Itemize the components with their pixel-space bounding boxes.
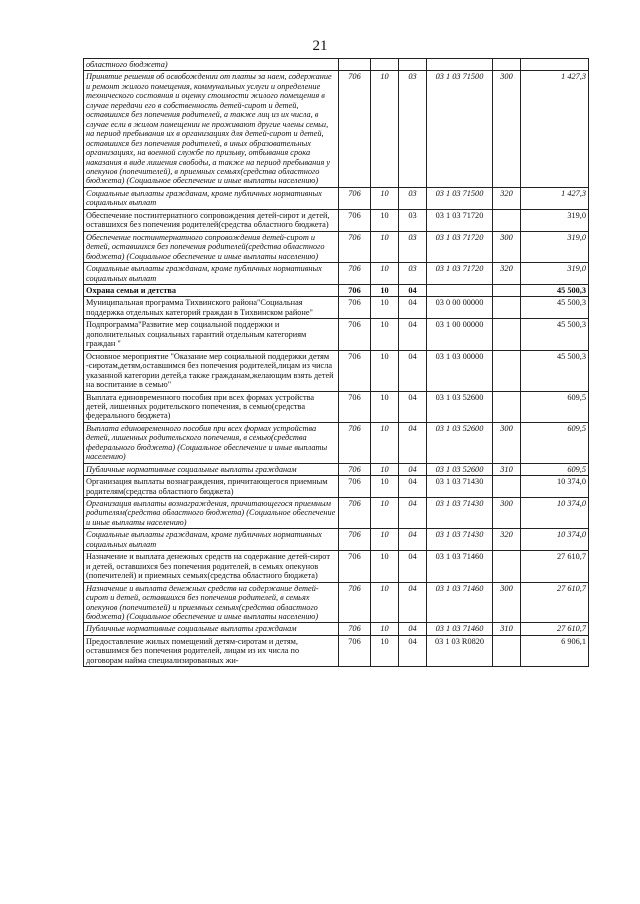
expense-type-cell — [493, 551, 521, 582]
subsection-code-cell: 03 — [399, 263, 427, 285]
amount-cell: 609,5 — [521, 463, 589, 475]
ved-code-cell: 706 — [339, 463, 371, 475]
expense-type-cell: 320 — [493, 187, 521, 209]
subsection-code-cell: 03 — [399, 71, 427, 187]
amount-cell: 45 500,3 — [521, 350, 589, 391]
subsection-code-cell: 04 — [399, 319, 427, 350]
target-article-cell: 03 1 03 52600 — [427, 463, 493, 475]
row-name-cell: Подпрограмма"Развитие мер социальной поддержки и дополнительных социальных гарантий отдельным категориям граждан " — [84, 319, 339, 350]
ved-code-cell: 706 — [339, 422, 371, 463]
table-row — [84, 209, 589, 231]
amount-cell: 1 427,3 — [521, 71, 589, 187]
table-body — [84, 59, 589, 667]
table-row — [84, 71, 589, 187]
ved-code-cell: 706 — [339, 284, 371, 296]
section-code-cell: 10 — [371, 231, 399, 262]
row-name-cell: Предоставление жилых помещений детям-сиротам и детям, оставшимся без попечения родителей, лицам из их числа по договорам найма специализированных жи- — [84, 635, 339, 666]
row-name-cell: Обеспечение постинтернатного сопровождения детей-сирот и детей, оставшихся без попечения родителей(средства областного бюджета) — [84, 209, 339, 231]
table-row — [84, 187, 589, 209]
section-code-cell: 10 — [371, 187, 399, 209]
expense-type-cell — [493, 59, 521, 71]
target-article-cell: 03 1 03 71500 — [427, 71, 493, 187]
ved-code-cell: 706 — [339, 297, 371, 319]
row-name-cell: Назначение и выплата денежных средств на содержание детей-сирот и детей, оставшихся без попечения родителей, в семьях опекунов (попечителей) и приемных семьях(средства областного бюджета) (Социальное обеспечение и иные выплаты населению) — [84, 582, 339, 623]
table-row — [84, 529, 589, 551]
subsection-code-cell: 04 — [399, 463, 427, 475]
target-article-cell: 03 1 03 71460 — [427, 551, 493, 582]
amount-cell: 1 427,3 — [521, 187, 589, 209]
section-code-cell: 10 — [371, 551, 399, 582]
section-code-cell: 10 — [371, 529, 399, 551]
table-row — [84, 623, 589, 635]
section-code-cell: 10 — [371, 635, 399, 666]
subsection-code-cell: 04 — [399, 551, 427, 582]
row-name-cell: Обеспечение постинтернатного сопровождения детей-сирот и детей, оставшихся без попечения родителей(средства областного бюджета) (Социальное обеспечение и иные выплаты населению) — [84, 231, 339, 262]
subsection-code-cell: 03 — [399, 231, 427, 262]
expense-type-cell — [493, 319, 521, 350]
row-name-cell: Социальные выплаты гражданам, кроме публичных нормативных социальных выплат — [84, 187, 339, 209]
table-row — [84, 551, 589, 582]
subsection-code-cell: 04 — [399, 391, 427, 422]
page-number: 21 — [312, 38, 328, 54]
table-row — [84, 297, 589, 319]
ved-code-cell: 706 — [339, 635, 371, 666]
ved-code-cell: 706 — [339, 231, 371, 262]
table-row — [84, 582, 589, 623]
section-code-cell: 10 — [371, 350, 399, 391]
ved-code-cell: 706 — [339, 391, 371, 422]
amount-cell: 27 610,7 — [521, 551, 589, 582]
table-row — [84, 476, 589, 498]
subsection-code-cell: 04 — [399, 635, 427, 666]
ved-code-cell — [339, 59, 371, 71]
table-row — [84, 391, 589, 422]
subsection-code-cell: 03 — [399, 209, 427, 231]
row-name-cell: Публичные нормативные социальные выплаты гражданам — [84, 623, 339, 635]
ved-code-cell: 706 — [339, 529, 371, 551]
row-name-cell: Публичные нормативные социальные выплаты гражданам — [84, 463, 339, 475]
expense-type-cell: 310 — [493, 463, 521, 475]
amount-cell: 10 374,0 — [521, 529, 589, 551]
section-code-cell: 10 — [371, 391, 399, 422]
expense-type-cell: 300 — [493, 71, 521, 187]
ved-code-cell: 706 — [339, 582, 371, 623]
expense-type-cell: 320 — [493, 263, 521, 285]
row-name-cell: Организация выплаты вознаграждения, причитающегося приемным родителям(средства областного бюджета) (Социальное обеспечение и иные выплаты населению) — [84, 498, 339, 529]
table-row — [84, 350, 589, 391]
target-article-cell: 03 1 03 71720 — [427, 263, 493, 285]
row-name-cell: Основное мероприятие "Оказание мер социальной поддержки детям -сиротам,детям,оставшимся без попечения родителей,лицам из числа указанной категории детей,а также гражданам,желающим взять детей на воспитание в семью" — [84, 350, 339, 391]
table-row — [84, 231, 589, 262]
row-name-cell: областного бюджета) — [84, 59, 339, 71]
subsection-code-cell: 04 — [399, 476, 427, 498]
amount-cell: 27 610,7 — [521, 623, 589, 635]
section-code-cell: 10 — [371, 297, 399, 319]
table-row — [84, 422, 589, 463]
ved-code-cell: 706 — [339, 350, 371, 391]
expense-type-cell: 300 — [493, 582, 521, 623]
target-article-cell: 03 1 03 71430 — [427, 498, 493, 529]
row-name-cell: Организация выплаты вознаграждения, причитающегося приемным родителям(средства областного бюджета) — [84, 476, 339, 498]
section-code-cell: 10 — [371, 319, 399, 350]
amount-cell: 27 610,7 — [521, 582, 589, 623]
expense-type-cell: 300 — [493, 231, 521, 262]
subsection-code-cell: 04 — [399, 350, 427, 391]
amount-cell: 45 500,3 — [521, 319, 589, 350]
target-article-cell: 03 1 00 00000 — [427, 319, 493, 350]
amount-cell: 6 906,1 — [521, 635, 589, 666]
subsection-code-cell — [399, 59, 427, 71]
section-code-cell — [371, 59, 399, 71]
target-article-cell: 03 1 03 52600 — [427, 391, 493, 422]
target-article-cell: 03 1 03 R0820 — [427, 635, 493, 666]
expense-type-cell — [493, 209, 521, 231]
amount-cell: 319,0 — [521, 209, 589, 231]
section-code-cell: 10 — [371, 422, 399, 463]
table-row — [84, 319, 589, 350]
row-name-cell: Социальные выплаты гражданам, кроме публичных нормативных социальных выплат — [84, 263, 339, 285]
subsection-code-cell: 03 — [399, 187, 427, 209]
expense-type-cell — [493, 284, 521, 296]
row-name-cell: Назначение и выплата денежных средств на содержание детей-сирот и детей, оставшихся без попечения родителей, в семьях опекунов (попечителей) и приемных семьях(средства областного бюджета) — [84, 551, 339, 582]
subsection-code-cell: 04 — [399, 297, 427, 319]
budget-table — [83, 58, 589, 667]
amount-cell: 319,0 — [521, 263, 589, 285]
expense-type-cell: 320 — [493, 529, 521, 551]
subsection-code-cell: 04 — [399, 498, 427, 529]
amount-cell: 10 374,0 — [521, 476, 589, 498]
amount-cell — [521, 59, 589, 71]
table-row — [84, 635, 589, 666]
section-code-cell: 10 — [371, 582, 399, 623]
section-code-cell: 10 — [371, 284, 399, 296]
target-article-cell: 03 1 03 71460 — [427, 582, 493, 623]
table-row — [84, 284, 589, 296]
section-code-cell: 10 — [371, 463, 399, 475]
table-row — [84, 498, 589, 529]
ved-code-cell: 706 — [339, 209, 371, 231]
section-code-cell: 10 — [371, 498, 399, 529]
ved-code-cell: 706 — [339, 476, 371, 498]
ved-code-cell: 706 — [339, 71, 371, 187]
subsection-code-cell: 04 — [399, 284, 427, 296]
row-name-cell: Социальные выплаты гражданам, кроме публичных нормативных социальных выплат — [84, 529, 339, 551]
ved-code-cell: 706 — [339, 319, 371, 350]
section-code-cell: 10 — [371, 623, 399, 635]
target-article-cell: 03 1 03 71500 — [427, 187, 493, 209]
expense-type-cell — [493, 391, 521, 422]
target-article-cell: 03 0 00 00000 — [427, 297, 493, 319]
target-article-cell — [427, 59, 493, 71]
target-article-cell: 03 1 03 71460 — [427, 623, 493, 635]
target-article-cell: 03 1 03 71430 — [427, 529, 493, 551]
table-row — [84, 463, 589, 475]
subsection-code-cell: 04 — [399, 422, 427, 463]
target-article-cell: 03 1 03 00000 — [427, 350, 493, 391]
amount-cell: 45 500,3 — [521, 284, 589, 296]
ved-code-cell: 706 — [339, 187, 371, 209]
row-name-cell: Охрана семьи и детства — [84, 284, 339, 296]
target-article-cell: 03 1 03 71720 — [427, 209, 493, 231]
row-name-cell: Муниципальная программа Тихвинского района"Социальная поддержка отдельных категорий граждан в Тихвинском районе" — [84, 297, 339, 319]
target-article-cell: 03 1 03 52600 — [427, 422, 493, 463]
row-name-cell: Выплата единовременного пособия при всех формах устройства детей, лишенных родительского попечения, в семью(средства федерального бюджета) (Социальное обеспечение и иные выплаты населению) — [84, 422, 339, 463]
section-code-cell: 10 — [371, 263, 399, 285]
table-row — [84, 263, 589, 285]
subsection-code-cell: 04 — [399, 623, 427, 635]
ved-code-cell: 706 — [339, 498, 371, 529]
expense-type-cell — [493, 297, 521, 319]
row-name-cell: Выплата единовременного пособия при всех формах устройства детей, лишенных родительского попечения, в семью(средства федерального бюджета) — [84, 391, 339, 422]
amount-cell: 319,0 — [521, 231, 589, 262]
section-code-cell: 10 — [371, 71, 399, 187]
expense-type-cell — [493, 635, 521, 666]
amount-cell: 45 500,3 — [521, 297, 589, 319]
subsection-code-cell: 04 — [399, 582, 427, 623]
expense-type-cell: 300 — [493, 422, 521, 463]
section-code-cell: 10 — [371, 209, 399, 231]
expense-type-cell: 310 — [493, 623, 521, 635]
amount-cell: 10 374,0 — [521, 498, 589, 529]
amount-cell: 609,5 — [521, 422, 589, 463]
target-article-cell: 03 1 03 71720 — [427, 231, 493, 262]
subsection-code-cell: 04 — [399, 529, 427, 551]
expense-type-cell: 300 — [493, 498, 521, 529]
ved-code-cell: 706 — [339, 263, 371, 285]
expense-type-cell — [493, 476, 521, 498]
target-article-cell: 03 1 03 71430 — [427, 476, 493, 498]
table-row — [84, 59, 589, 71]
row-name-cell: Принятие решения об освобождении от платы за наем, содержание и ремонт жилого помещения, коммунальных услуги и определение технического состояния и оценку стоимости жилого помещения в случае передачи его в собственность детей-сирот и детей, оставшихся без попечения родителей, а также лиц из их числа, в случае если в жилом помещении не проживают другие члены семьи, на период пребывания их в организациях для детей-сирот и детей, оставшихся без попечения родителей, в иных образовательных организациях, на военной службе по призыву, отбывания срока наказания в виде лишения свободы, а также на период пребывания у опекунов (попечителей), в приемных семьях(средства областного бюджета) (Социальное обеспечение и иные выплаты населению) — [84, 71, 339, 187]
amount-cell: 609,5 — [521, 391, 589, 422]
ved-code-cell: 706 — [339, 551, 371, 582]
expense-type-cell — [493, 350, 521, 391]
target-article-cell — [427, 284, 493, 296]
section-code-cell: 10 — [371, 476, 399, 498]
ved-code-cell: 706 — [339, 623, 371, 635]
